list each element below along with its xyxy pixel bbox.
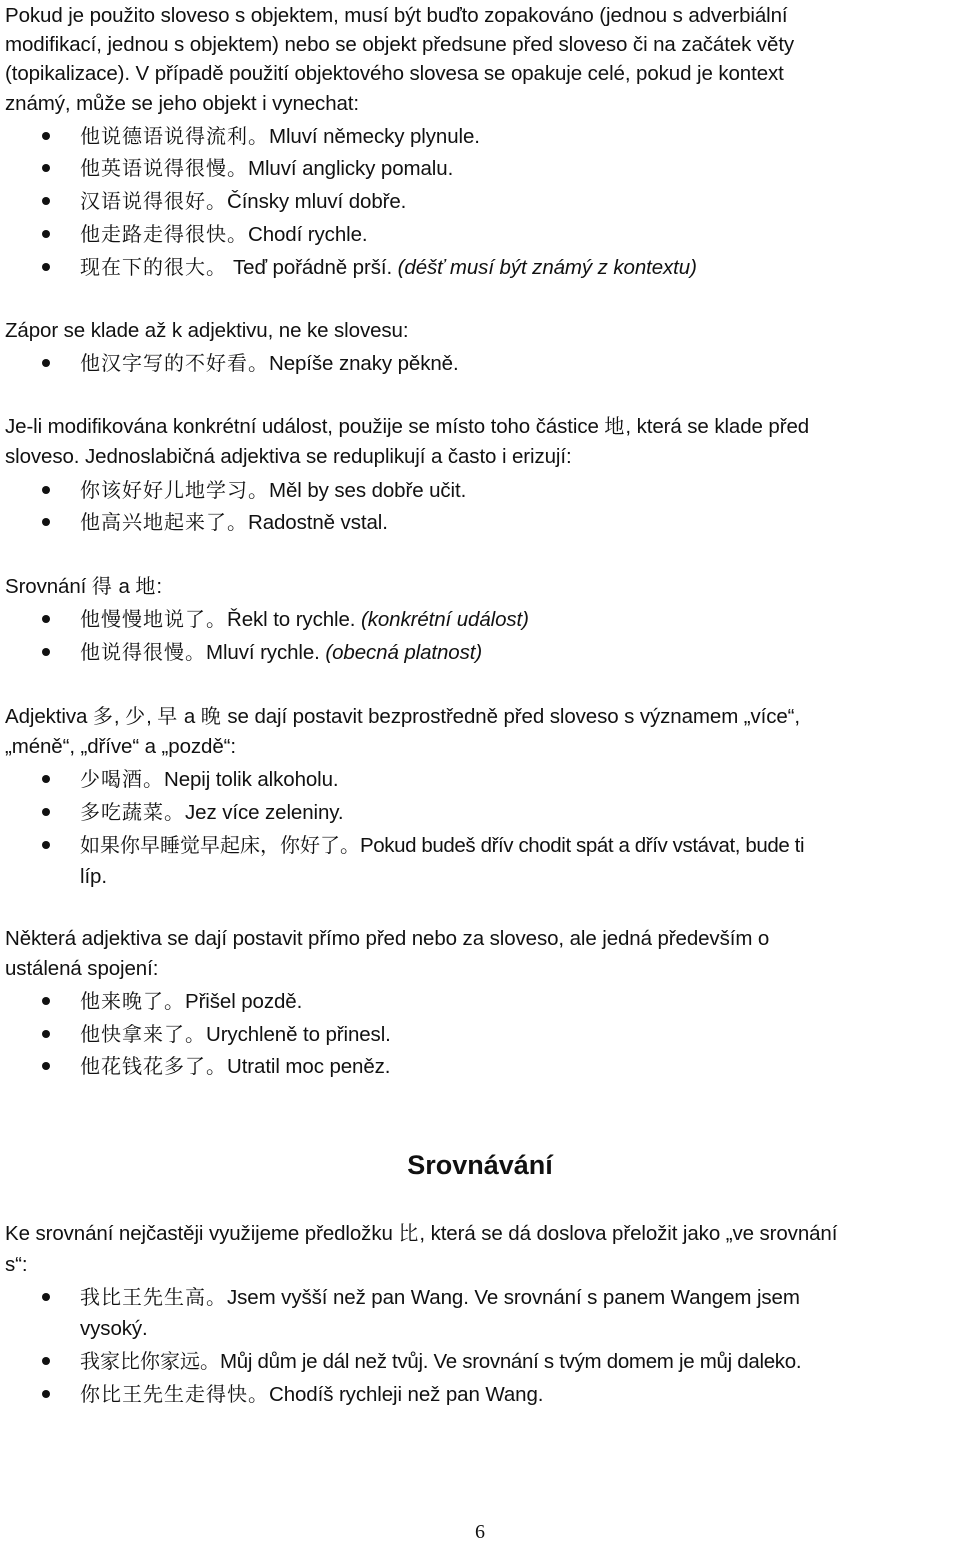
paragraph-line: s“: [5, 1253, 28, 1276]
paragraph-line: Pokud je použito sloveso s objektem, musí být buďto zopakováno (jednou s adverbiální [5, 4, 788, 27]
chinese-sentence: 他慢慢地说了。 [80, 607, 227, 631]
paragraph-line [5, 700, 958, 732]
text-segment: Ke srovnání nejčastěji využijeme předložku [5, 1222, 399, 1245]
example-item [80, 763, 958, 795]
text-segment: se dají postavit bezprostředně před sloveso s významem „více“, [221, 705, 801, 728]
bullet-icon [42, 197, 50, 205]
bullet-icon [42, 1390, 50, 1398]
czech-translation: Teď pořádně prší. [233, 256, 393, 279]
text-segment: a [112, 575, 136, 598]
example-item [80, 1345, 958, 1377]
text-segment: , [146, 705, 158, 728]
example-item [80, 251, 958, 283]
example-item [80, 1018, 958, 1050]
note: (obecná platnost) [325, 641, 483, 664]
czech-translation: Jez více zeleniny. [185, 801, 344, 824]
czech-translation: Můj dům je dál než tvůj. Ve srovnání s tvým domem je můj daleko. [220, 1350, 802, 1373]
bullet-icon [42, 648, 50, 656]
chinese-particle: 得 [91, 574, 113, 598]
chinese-sentence: 他英语说得很慢。 [80, 156, 248, 180]
bullet-icon [42, 359, 50, 367]
chinese-particle: 地 [135, 574, 157, 598]
text-segment: : [156, 575, 162, 598]
chinese-word: 多 [92, 704, 114, 728]
czech-translation: Nepíše znaky pěkně. [269, 352, 459, 375]
chinese-sentence: 他花钱花多了。 [80, 1054, 227, 1078]
example-item [80, 474, 958, 506]
chinese-word: 少 [125, 704, 147, 728]
example-item-continuation: líp. [80, 865, 107, 888]
example-item [80, 1378, 958, 1410]
paragraph-line: ustálená spojení: [5, 957, 159, 980]
bullet-icon [42, 808, 50, 816]
czech-translation: Chodíš rychleji než pan Wang. [269, 1383, 544, 1406]
czech-translation: Nepij tolik alkoholu. [164, 768, 339, 791]
bullet-icon [42, 1062, 50, 1070]
chinese-word: 晚 [200, 704, 222, 728]
bullet-icon [42, 1357, 50, 1365]
bullet-icon [42, 518, 50, 526]
paragraph-line: sloveso. Jednoslabičná adjektiva se reduplikují a často i erizují: [5, 445, 572, 468]
section-heading: Zápor se klade až k adjektivu, ne ke slovesu: [5, 319, 409, 342]
section-heading [5, 570, 958, 602]
chinese-sentence: 多吃蔬菜。 [80, 800, 185, 824]
example-item-continuation: vysoký. [80, 1317, 148, 1340]
example-item [80, 636, 958, 668]
text-segment: , [113, 705, 126, 728]
chinese-sentence: 他快拿来了。 [80, 1022, 206, 1046]
chinese-sentence: 如果你早睡觉早起床，你好了。 [80, 833, 360, 857]
bullet-icon [42, 263, 50, 271]
note: (konkrétní událost) [361, 608, 529, 631]
text-segment: , která se dá doslova přeložit jako „ve srovnání [419, 1222, 838, 1245]
example-item [80, 985, 958, 1017]
text-segment: a [178, 705, 201, 728]
bullet-icon [42, 1030, 50, 1038]
bullet-icon [42, 132, 50, 140]
bullet-icon [42, 997, 50, 1005]
chinese-sentence: 他来晚了。 [80, 989, 185, 1013]
chinese-sentence: 他说得很慢。 [80, 640, 206, 664]
chinese-sentence: 他高兴地起来了。 [80, 510, 248, 534]
czech-translation: Řekl to rychle. [227, 608, 356, 631]
chinese-sentence: 我比王先生高。 [80, 1285, 227, 1309]
example-item [80, 1050, 958, 1082]
chinese-sentence: 汉语说得很好。 [80, 189, 227, 213]
bullet-icon [42, 775, 50, 783]
bullet-icon [42, 486, 50, 494]
bullet-icon [42, 615, 50, 623]
chinese-sentence: 少喝酒。 [80, 767, 164, 791]
text-segment: , která se klade před [625, 415, 810, 438]
example-item [80, 185, 958, 217]
czech-translation: Mluví anglicky pomalu. [248, 157, 454, 180]
chinese-word: 早 [157, 704, 179, 728]
example-item [80, 829, 958, 861]
paragraph-line: „méně“, „dříve“ a „pozdě“: [5, 735, 236, 758]
chinese-sentence: 你比王先生走得快。 [80, 1382, 269, 1406]
example-item [80, 218, 958, 250]
czech-translation: Urychleně to přinesl. [206, 1023, 391, 1046]
bullet-icon [42, 1293, 50, 1301]
chinese-sentence: 现在下的很大。 [80, 255, 227, 279]
chinese-particle: 比 [398, 1221, 420, 1245]
example-item [80, 347, 958, 379]
text-segment: Adjektiva [5, 705, 93, 728]
bullet-icon [42, 230, 50, 238]
paragraph-line: modifikací, jednou s objektem) nebo se objekt předsune před sloveso či na začátek věty [5, 33, 795, 56]
section-title: Srovnávání [407, 1150, 553, 1180]
paragraph-line: (topikalizace). V případě použití objektového slovesa se opakuje celé, pokud je kontext [5, 62, 784, 85]
czech-translation: Čínsky mluví dobře. [227, 190, 407, 213]
czech-translation: Chodí rychle. [248, 223, 368, 246]
example-item [80, 796, 958, 828]
chinese-sentence: 我家比你家远。 [80, 1349, 220, 1373]
czech-translation: Pokud budeš dřív chodit spát a dřív vstávat, bude ti [360, 834, 805, 857]
example-item [80, 152, 958, 184]
chinese-sentence: 他走路走得很快。 [80, 222, 248, 246]
czech-translation: Mluví německy plynule. [269, 125, 480, 148]
text-segment: Je-li modifikována konkrétní událost, použije se místo toho částice [5, 415, 605, 438]
paragraph-line [5, 1217, 958, 1249]
czech-translation: Jsem vyšší než pan Wang. Ve srovnání s panem Wangem jsem [227, 1286, 800, 1309]
paragraph-line: známý, může se jeho objekt i vynechat: [5, 92, 359, 115]
czech-translation: Mluví rychle. [206, 641, 320, 664]
chinese-sentence: 他汉字写的不好看。 [80, 351, 269, 375]
bullet-icon [42, 841, 50, 849]
czech-translation: Radostně vstal. [248, 511, 388, 534]
czech-translation: Utratil moc peněz. [227, 1055, 391, 1078]
page-number: 6 [475, 1521, 485, 1543]
example-item [80, 1281, 958, 1313]
bullet-icon [42, 164, 50, 172]
text-segment: Srovnání [5, 575, 92, 598]
paragraph-line: Některá adjektiva se dají postavit přímo před nebo za sloveso, ale jedná především o [5, 927, 770, 950]
czech-translation: Měl by ses dobře učit. [269, 479, 467, 502]
czech-translation: Přišel pozdě. [185, 990, 303, 1013]
example-item [80, 120, 958, 152]
example-item [80, 506, 958, 538]
paragraph-line [5, 410, 958, 442]
example-item [80, 603, 958, 635]
chinese-sentence: 你该好好儿地学习。 [80, 478, 269, 502]
chinese-sentence: 他说德语说得流利。 [80, 124, 269, 148]
note: (déšť musí být známý z kontextu) [397, 256, 697, 279]
chinese-particle: 地 [604, 414, 626, 438]
